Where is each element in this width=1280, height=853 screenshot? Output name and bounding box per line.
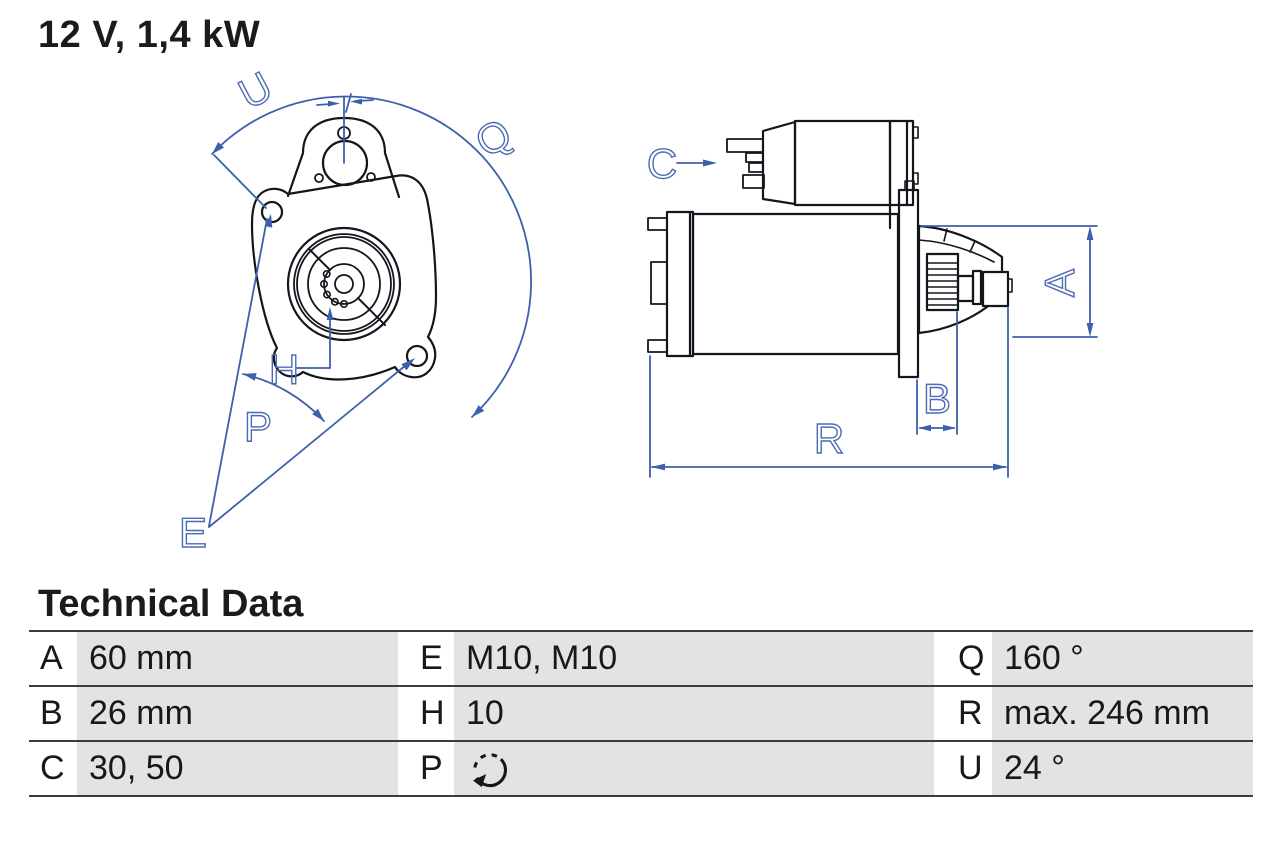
table-heading: Technical Data bbox=[38, 583, 304, 625]
solenoid-body bbox=[795, 121, 890, 205]
solenoid-cap bbox=[763, 122, 795, 204]
spec-value: 60 mm bbox=[77, 632, 398, 685]
label-u: U bbox=[230, 62, 280, 119]
side-view-dimensions bbox=[650, 160, 1097, 478]
spec-key: E bbox=[398, 632, 454, 685]
spec-key: U bbox=[934, 742, 992, 795]
motor-body bbox=[693, 214, 898, 354]
spec-value: 26 mm bbox=[77, 687, 398, 740]
spec-key: P bbox=[398, 742, 454, 795]
spec-value: max. 246 mm bbox=[992, 687, 1253, 740]
rotation-direction-icon bbox=[468, 747, 512, 791]
technical-data-table bbox=[29, 630, 1253, 797]
label-r: R bbox=[813, 415, 845, 462]
page-title: 12 V, 1,4 kW bbox=[38, 14, 261, 56]
mount-flange bbox=[899, 190, 918, 377]
spec-key: H bbox=[398, 687, 454, 740]
label-a: A bbox=[1036, 268, 1084, 298]
table-row bbox=[29, 630, 1253, 685]
spec-key: R bbox=[934, 687, 992, 740]
label-h: H bbox=[268, 346, 300, 393]
side-view-labels bbox=[647, 140, 1083, 462]
table-row bbox=[29, 740, 1253, 795]
spec-key: A bbox=[29, 632, 77, 685]
label-b: B bbox=[922, 375, 952, 422]
solenoid-terminals bbox=[727, 139, 764, 188]
label-p: P bbox=[243, 403, 273, 450]
spec-value: 30, 50 bbox=[77, 742, 398, 795]
spec-value: 160 ° bbox=[992, 632, 1253, 685]
table-row bbox=[29, 685, 1253, 740]
spec-value: M10, M10 bbox=[454, 632, 934, 685]
rotation-value-cell bbox=[454, 742, 934, 795]
bearing-cap bbox=[983, 272, 1008, 306]
spec-value: 10 bbox=[454, 687, 934, 740]
label-c: C bbox=[646, 140, 678, 187]
spec-value: 24 ° bbox=[992, 742, 1253, 795]
bolt-hole-top-left bbox=[262, 202, 282, 222]
label-q: Q bbox=[467, 109, 520, 167]
spec-key: C bbox=[29, 742, 77, 795]
shaft-hole bbox=[335, 275, 353, 293]
label-e: E bbox=[178, 509, 208, 556]
bracket-side-hole-left bbox=[315, 174, 323, 182]
bracket-center-hole bbox=[323, 141, 367, 185]
spec-key: B bbox=[29, 687, 77, 740]
pinion-gear bbox=[927, 254, 958, 310]
spec-key: Q bbox=[934, 632, 992, 685]
